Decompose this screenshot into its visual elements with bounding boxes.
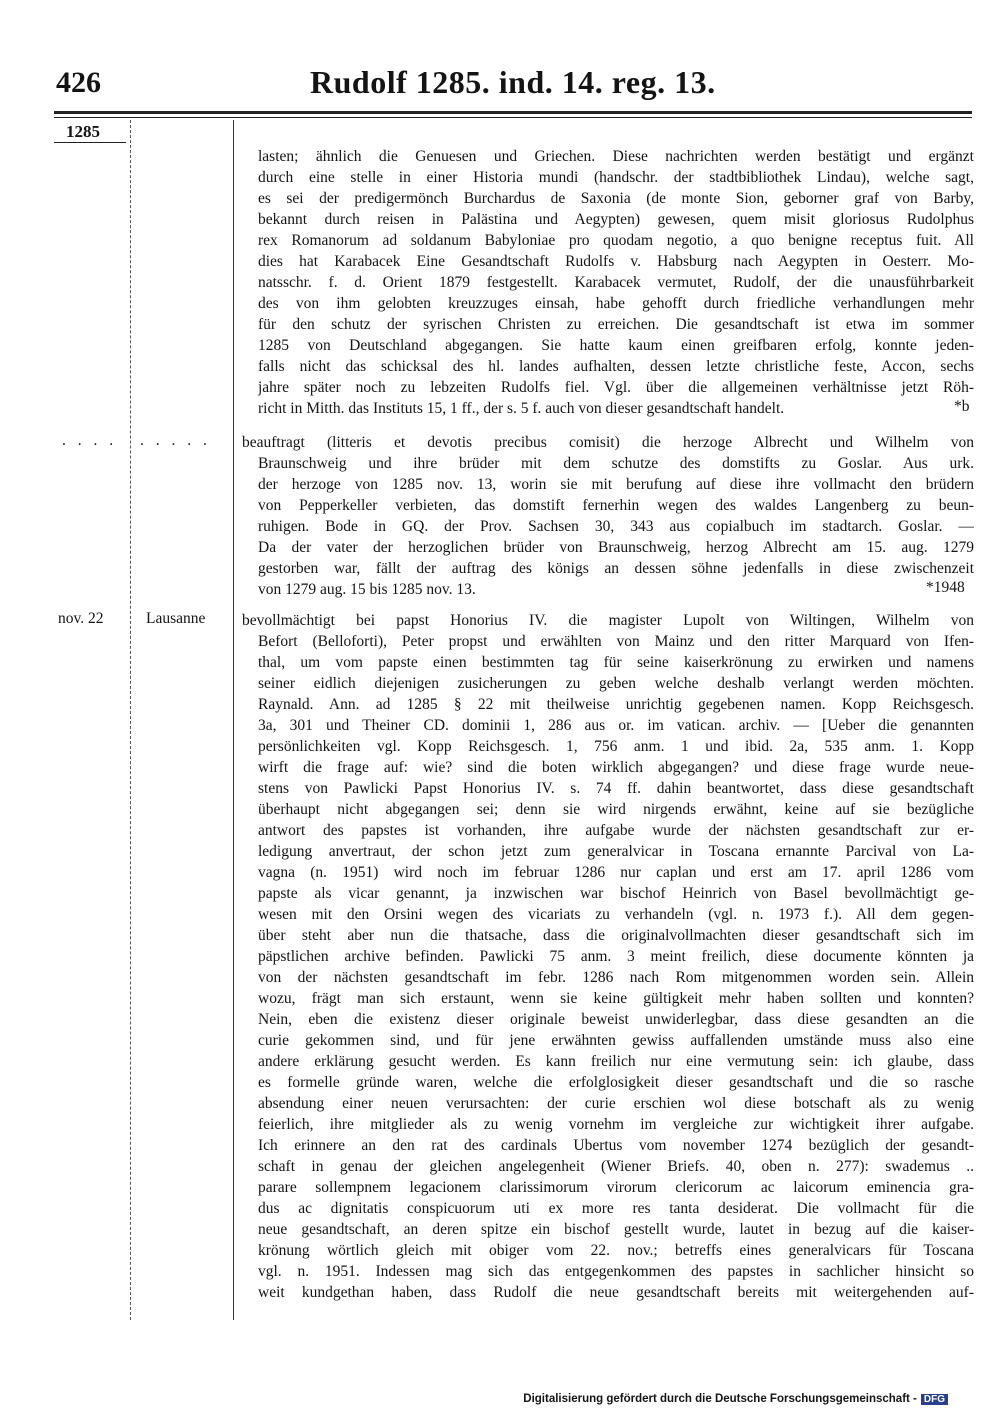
entry-1-line-9: für den schutz der syrischen Christen zu erreichen. Die gesandtschaft ist etwa im sommer xyxy=(258,316,974,333)
entry-3-line-3: thal, um vom papste einen bestimmten tag für seine kaiserkrönung zu erwirken und namens xyxy=(258,654,974,671)
header-rule-thick xyxy=(54,111,972,114)
entry-3-line-7: persönlichkeiten vgl. Kopp Reichsgesch. 1, 756 anm. 1 und ibid. 2a, 535 anm. 1. Kopp xyxy=(258,738,974,755)
entry-3-line-10: überhaupt nicht abgegangen sei; denn sie wird nirgends erwähnt, keine auf sie bezügliche xyxy=(258,801,974,818)
entry-3-line-1: bevollmächtigt bei papst Honorius IV. die magister Lupolt von Wiltingen, Wilhelm von xyxy=(242,612,974,629)
entry-2-line-7: gestorben war, fällt der auftrag des königs an dessen söhne jedenfalls in diese zwischenzeit xyxy=(258,560,974,577)
year-underline xyxy=(54,142,126,143)
entry-3-line-28: parare sollempnem legacionem clarissimorum virorum clericorum ac laicorum eminencia gra- xyxy=(258,1179,974,1196)
entry-1-line-12: jahre später noch zu lebzeiten Rudolfs fiel. Vgl. über die allgemeinen verhältnisse jetzt Röh- xyxy=(258,379,974,396)
entry-1-reference: *b xyxy=(954,398,970,415)
entry-2-line-2: Braunschweig und ihre brüder mit dem schutze des domstifts zu Goslar. Aus urk. xyxy=(258,455,974,472)
entry-3-line-32: vgl. n. 1951. Indessen mag sich das entgegenkommen des papstes in sachlicher hinsicht so xyxy=(258,1263,974,1280)
column-divider-date xyxy=(130,120,131,1320)
entry-3-line-27: schaft in genau der gleichen angelegenheit (Wiener Briefs. 40, oben n. 277): swademus .. xyxy=(258,1158,974,1175)
entry-2-line-6: Da der vater der herzoglichen brüder von Braunschweig, herzog Albrecht am 15. aug. 1279 xyxy=(258,539,974,556)
entry-3-line-24: absendung einer neuen verursachten: der curie erschien wol diese botschaft als zu wenig xyxy=(258,1095,974,1112)
entry-3-line-4: seiner eidlich diejenigen zusicherungen zu geben welche deshalb verlangt werden möchten. xyxy=(258,675,974,692)
margin-year: 1285 xyxy=(66,122,100,141)
digitization-credit xyxy=(523,1393,948,1405)
entry-2-line-8: von 1279 aug. 15 bis 1285 nov. 13. xyxy=(258,581,476,598)
entry-1-line-3: es sei der predigermönch Burchardus de Saxonia (de monte Sion, geborner graf von Barby, xyxy=(258,190,974,207)
entry-1-line-11: falls nicht das schicksal des hl. landes aufhalten, dessen letzte christliche feste, Accon, sechs xyxy=(258,358,974,375)
entry-3-line-26: Ich erinnere an den rat des cardinals Ubertus vom november 1274 bezüglich der gesandt- xyxy=(258,1137,974,1154)
entry-3-line-20: Nein, eben die existenz dieser originale beweist unwiderlegbar, dass diese gesandten an die xyxy=(258,1011,974,1028)
entry-2-place: . . . . . xyxy=(140,432,211,449)
entry-3-line-13: vagna (n. 1951) wird noch im februar 1286 nur caplan und erst am 17. april 1286 vom xyxy=(258,864,974,881)
entry-1-line-8: des von ihm gelobten kreuzzuges einsah, habe gehofft durch friedliche verhandlungen mehr xyxy=(258,295,974,312)
entry-2-line-5: ruhigen. Bode in GQ. der Prov. Sachsen 30, 343 aus copialbuch im stadtarch. Goslar. — xyxy=(258,518,974,535)
entry-2-line-3: der herzoge von 1285 nov. 13, worin sie mit berufung auf diese ihre vollmacht den brüdern xyxy=(258,476,974,493)
entry-3-line-16: über steht aber nun die thatsache, dass die originalvollmachten dieser gesandtschaft sich im xyxy=(258,927,974,944)
entry-3-line-5: Raynald. Ann. ad 1285 § 22 mit theilweise unrichtig gegebenen namen. Kopp Reichsgesch. xyxy=(258,696,974,713)
entry-3-line-18: von der nächsten gesandtschaft im febr. 1286 nach Rom mitgenommen worden sein. Allein xyxy=(258,969,974,986)
entry-1-line-13: richt in Mitth. das Instituts 15, 1 ff., der s. 5 f. auch von dieser gesandtschaft handelt. xyxy=(258,400,785,417)
entry-3-line-14: papste als vicar genannt, ja inzwischen war bischof Heinrich von Basel bevollmächtigt ge- xyxy=(258,885,974,902)
entry-3-line-33: weit kundgethan haben, dass Rudolf die neue gesandtschaft bereits mit weitergehenden auf- xyxy=(258,1284,974,1301)
entry-3-line-11: antwort des papstes ist vorhanden, ihre aufgabe wurde der nächsten gesandtschaft zur er- xyxy=(258,822,974,839)
dfg-logo: DFG xyxy=(921,1394,948,1405)
entry-1-line-5: rex Romanorum ad soldanum Babyloniae pro quodam negotio, a quo benigne receptus fuit. All xyxy=(258,232,974,249)
header-rule-thin xyxy=(54,117,972,118)
entry-3-line-6: 3a, 301 und Theiner CD. dominii 1, 286 aus or. im vatican. archiv. — [Ueber die genannten xyxy=(258,717,974,734)
entry-2-date: . . . . xyxy=(62,432,118,449)
entry-3-line-17: päpstlichen archive befinden. Pawlicki 75 anm. 3 meint freilich, diese documente könnten ja xyxy=(258,948,974,965)
digitization-credit-text: Digitalisierung gefördert durch die Deutsche Forschungsgemeinschaft - xyxy=(523,1393,917,1405)
entry-1-line-10: 1285 von Deutschland abgegangen. Sie hatte kaum einen greifbaren erfolg, konnte jeden- xyxy=(258,337,974,354)
entry-3-line-22: andere erklärung gesucht werden. Es kann freilich nur eine vermutung sein: ich glaube, dass xyxy=(258,1053,974,1070)
entry-3-place: Lausanne xyxy=(146,610,206,627)
entry-3-line-30: neue gesandtschaft, an deren spitze ein bischof gestellt wurde, lautet in bezug auf die kaiser- xyxy=(258,1221,974,1238)
entry-2-line-4: von Pepperkeller verbieten, das domstift fernerhin wegen des waldes Langenberg zu beun- xyxy=(258,497,974,514)
entry-1-line-2: durch eine stelle in einer Historia mundi (handschr. der stadtbibliothek Lindau), welche sagt, xyxy=(258,169,974,186)
entry-3-line-29: dus ac dignitatis conspicuorum uti ex more res tanta desiderat. Die vollmacht für die xyxy=(258,1200,974,1217)
entry-3-line-12: ledigung anvertraut, der schon jetzt zum generalvicar in Toscana ernannte Parcival von La- xyxy=(258,843,974,860)
entry-3-line-21: curie gekommen sind, und für jene erwähnten gewiss auffallenden umstände muss also eine xyxy=(258,1032,974,1049)
entry-2-line-1: beauftragt (litteris et devotis precibus comisit) die herzoge Albrecht und Wilhelm von xyxy=(242,434,974,451)
entry-3-line-25: feierlich, ihre mitglieder als zu wenig vornehm im vergleiche zur wichtigkeit ihrer aufgabe. xyxy=(258,1116,974,1133)
entry-1-line-4: bekannt durch reisen in Palästina und Aegypten) gewesen, quem misit gloriosus Rudolphus xyxy=(258,211,974,228)
entry-3-line-19: wozu, frägt man sich erstaunt, wenn sie keine gültigkeit mehr haben sollten und konnten? xyxy=(258,990,974,1007)
entry-3-line-23: es formelle gründe waren, welche die erfolglosigkeit dieser gesandtschaft und die so rasche xyxy=(258,1074,974,1091)
page-number: 426 xyxy=(56,66,101,99)
entry-3-line-2: Befort (Belloforti), Peter propst und erwählten von Mainz und den ritter Marquard von Ifen- xyxy=(258,633,974,650)
column-divider-place xyxy=(233,120,234,1320)
entry-3-date: nov. 22 xyxy=(58,610,104,627)
entry-3-line-8: wirft die frage auf: wie? sind die boten wirklich abgegangen? und diese frage wurde neue- xyxy=(258,759,974,776)
entry-1-line-6: dies hat Karabacek Eine Gesandtschaft Rudolfs v. Habsburg nach Aegypten in Oesterr. Mo- xyxy=(258,253,974,270)
entry-3-line-15: wesen mit den Orsini wegen des vicariats zu verhandeln (vgl. n. 1973 f.). All dem gegen- xyxy=(258,906,974,923)
running-head: Rudolf 1285. ind. 14. reg. 13. xyxy=(310,64,716,100)
entry-2-reference: *1948 xyxy=(926,579,965,596)
entry-3-line-31: krönung wörtlich gleich mit obiger vom 22. nov.; betreffs eines generalvicars für Toscana xyxy=(258,1242,974,1259)
entry-1-line-1: lasten; ähnlich die Genuesen und Griechen. Diese nachrichten werden bestätigt und ergänzt xyxy=(258,148,974,165)
entry-3-line-9: stens von Pawlicki Papst Honorius IV. s. 74 ff. dahin beantwortet, dass diese gesandtschaft xyxy=(258,780,974,797)
entry-1-line-7: natsschr. f. d. Orient 1879 festgestellt. Karabacek vermutet, Rudolf, der die unausführbarkeit xyxy=(258,274,974,291)
